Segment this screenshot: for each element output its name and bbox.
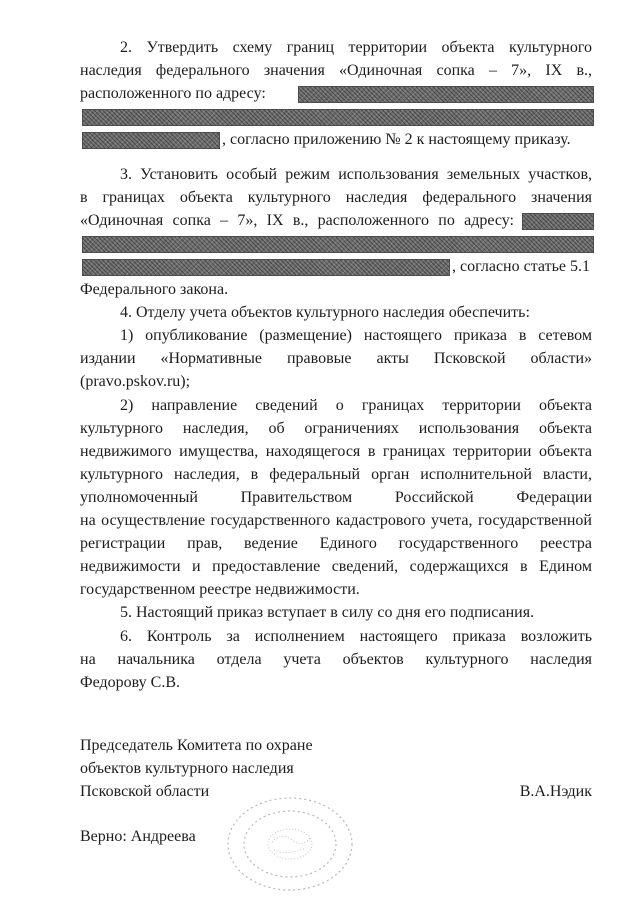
item-2-line-1: 2. Утвердить схему границ территории объекта культурного — [120, 39, 592, 56]
redacted-address — [82, 236, 594, 253]
item-6-line-1: 6. Контроль за исполнением настоящего приказа возложить — [120, 628, 592, 645]
item-4-2-line-4: культурного наследия, в федеральный орган исполнительной власти, — [80, 466, 592, 483]
redacted-address — [82, 109, 594, 126]
item-4-2-line-2: культурного наследия, об ограничениях использования объекта — [80, 420, 592, 437]
redacted-address — [82, 259, 450, 276]
signatory-position-line-2: объектов культурного наследия — [80, 760, 294, 777]
item-4-2-line-1: 2) направление сведений о границах территории объекта — [120, 397, 592, 414]
item-4-1-line-3: (pravo.pskov.ru); — [80, 373, 191, 390]
redacted-address — [298, 86, 594, 103]
signatory-position-line-1: Председатель Комитета по охране — [80, 737, 313, 754]
item-4-2-line-8: недвижимости и предоставление сведений, содержащихся в Едином — [80, 558, 592, 575]
item-4-line-1: 4. Отделу учета объектов культурного наследия обеспечить: — [120, 304, 530, 321]
item-2-line-2: наследия федерального значения «Одиночная сопка – 7», IX в., — [80, 62, 592, 79]
item-3-line-5: , согласно статье 5.1 — [452, 258, 590, 275]
redacted-address — [522, 213, 594, 230]
official-seal — [212, 792, 362, 897]
item-6-line-3: Федорову С.В. — [80, 674, 181, 691]
item-6-line-2: на начальника отдела учета объектов культурного наследия — [80, 651, 592, 668]
signatory-position-line-3: Псковской области — [80, 783, 210, 800]
signatory-name: В.А.Нэдик — [519, 783, 592, 800]
item-4-2-line-3: недвижимого имущества, находящегося в границах территории объекта — [80, 443, 592, 460]
item-4-1-line-1: 1) опубликование (размещение) настоящего приказа в сетевом — [120, 327, 592, 344]
item-4-2-line-5: уполномоченный Правительством Российской Федерации — [80, 489, 592, 506]
item-2-line-3: расположенного по адресу: — [80, 85, 266, 102]
item-3-line-3: «Одиночная сопка – 7», IX в., расположенного по адресу: — [80, 212, 514, 229]
redacted-address — [82, 132, 220, 149]
item-5-line-1: 5. Настоящий приказ вступает в силу со дня его подписания. — [120, 604, 535, 621]
item-3-line-1: 3. Установить особый режим использования земельных участков, — [120, 166, 592, 183]
item-3-line-6: Федерального закона. — [80, 281, 229, 298]
item-4-1-line-2: издании «Нормативные правовые акты Псковской области» — [80, 350, 592, 367]
item-4-2-line-7: регистрации прав, ведение Единого государственного реестра — [80, 535, 592, 552]
item-2-line-5: , согласно приложению № 2 к настоящему приказу. — [222, 131, 571, 148]
item-4-2-line-9: государственном реестре недвижимости. — [80, 581, 360, 598]
item-3-line-2: в границах объекта культурного наследия федерального значения — [80, 189, 592, 206]
item-4-2-line-6: на осуществление государственного кадастрового учета, государственной — [80, 512, 592, 529]
certification-note: Верно: Андреева — [80, 828, 196, 845]
